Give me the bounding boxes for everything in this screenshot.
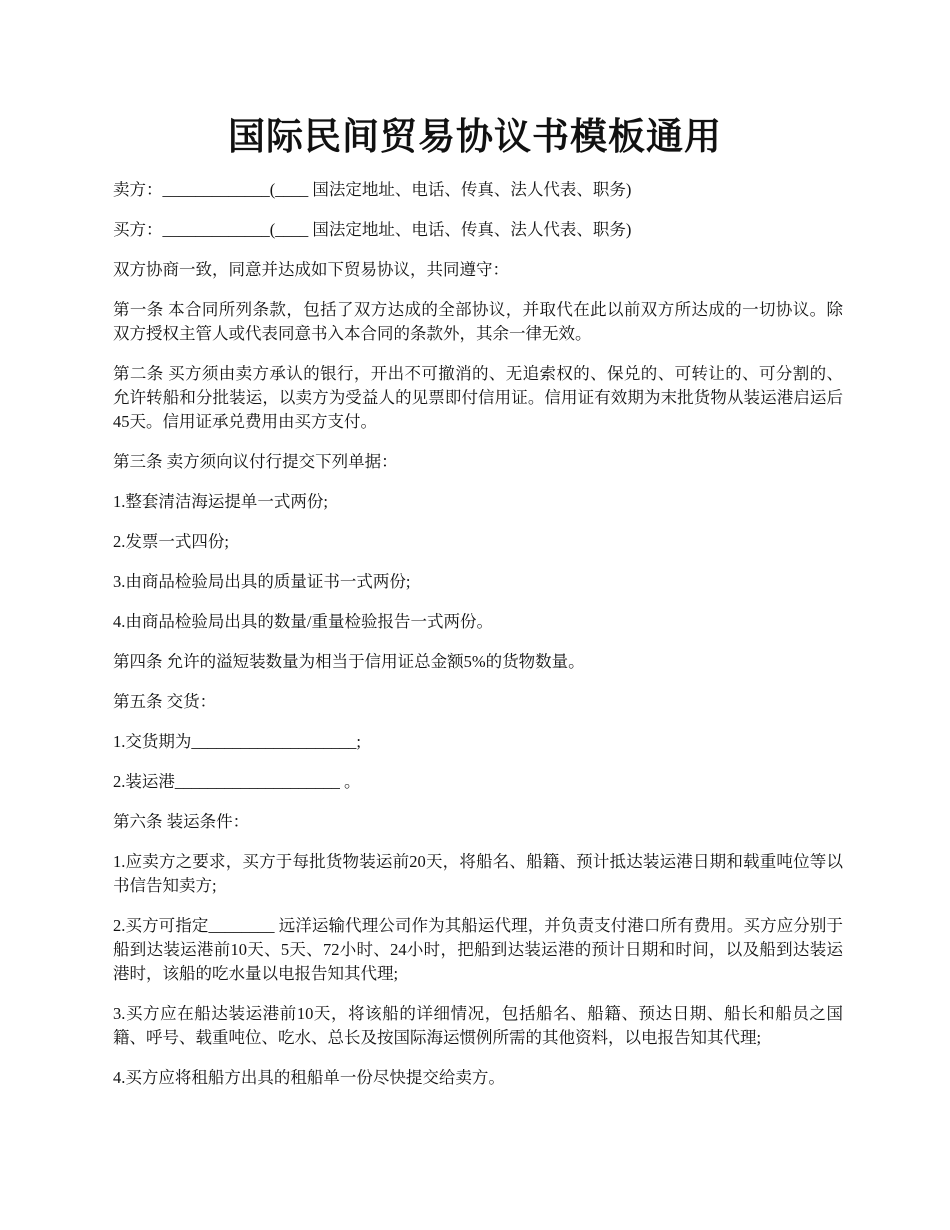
article-3: 第三条 卖方须向议付行提交下列单据：: [113, 452, 398, 471]
article-5: 第五条 交货：: [113, 692, 217, 711]
article-3-item-4: 4.由商品检验局出具的数量/重量检验报告一式两份。: [113, 612, 493, 631]
article-2: 第二条 买方须由卖方承认的银行，开出不可撤消的、无追索权的、保兑的、可转让的、可分割的、允许转船和分批装运，以卖方为受益人的见票即付信用证。信用证有效期为末批货物从装运港启运后45天。信用证承兑费用由买方支付。: [113, 364, 843, 431]
article-3-item-2: 2.发票一式四份;: [113, 532, 229, 551]
article-3-item-1: 1.整套清洁海运提单一式两份;: [113, 492, 328, 511]
article-6: 第六条 装运条件：: [113, 812, 250, 831]
article-6-item-1: 1.应卖方之要求，买方于每批货物装运前20天，将船名、船籍、预计抵达装运港日期和载重吨位等以书信告知卖方;: [113, 852, 843, 895]
article-1: 第一条 本合同所列条款，包括了双方达成的全部协议，并取代在此以前双方所达成的一切协议。除双方授权主管人或代表同意书入本合同的条款外，其余一律无效。: [113, 300, 843, 343]
article-5-item-1: 1.交货期为____________________;: [113, 732, 361, 751]
article-3-item-3: 3.由商品检验局出具的质量证书一式两份;: [113, 572, 411, 591]
article-4: 第四条 允许的溢短装数量为相当于信用证总金额5%的货物数量。: [113, 652, 585, 671]
article-6-item-3: 3.买方应在船达装运港前10天，将该船的详细情况，包括船名、船籍、预达日期、船长和船员之国籍、呼号、载重吨位、吃水、总长及按国际海运惯例所需的其他资料，以电报告知其代理;: [113, 1004, 843, 1047]
document-body: [113, 178, 843, 1106]
article-5-item-2: 2.装运港____________________ 。: [113, 772, 361, 791]
document-title: 国际民间贸易协议书模板通用: [228, 114, 722, 158]
article-6-item-4: 4.买方应将租船方出具的租船单一份尽快提交给卖方。: [113, 1068, 505, 1087]
agreement-intro: 双方协商一致，同意并达成如下贸易协议，共同遵守：: [113, 260, 509, 279]
seller-line: 卖方：_____________(____ 国法定地址、电话、传真、法人代表、职务): [113, 180, 632, 199]
article-6-item-2: 2.买方可指定________ 远洋运输代理公司作为其船运代理，并负责支付港口所有费用。买方应分别于船到达装运港前10天、5天、72小时、24小时，把船到达装运港的预计日期和时间，以及船到达装运港时，该船的吃水量以电报告知其代理;: [113, 916, 843, 983]
buyer-line: 买方：_____________(____ 国法定地址、电话、传真、法人代表、职务): [113, 220, 632, 239]
